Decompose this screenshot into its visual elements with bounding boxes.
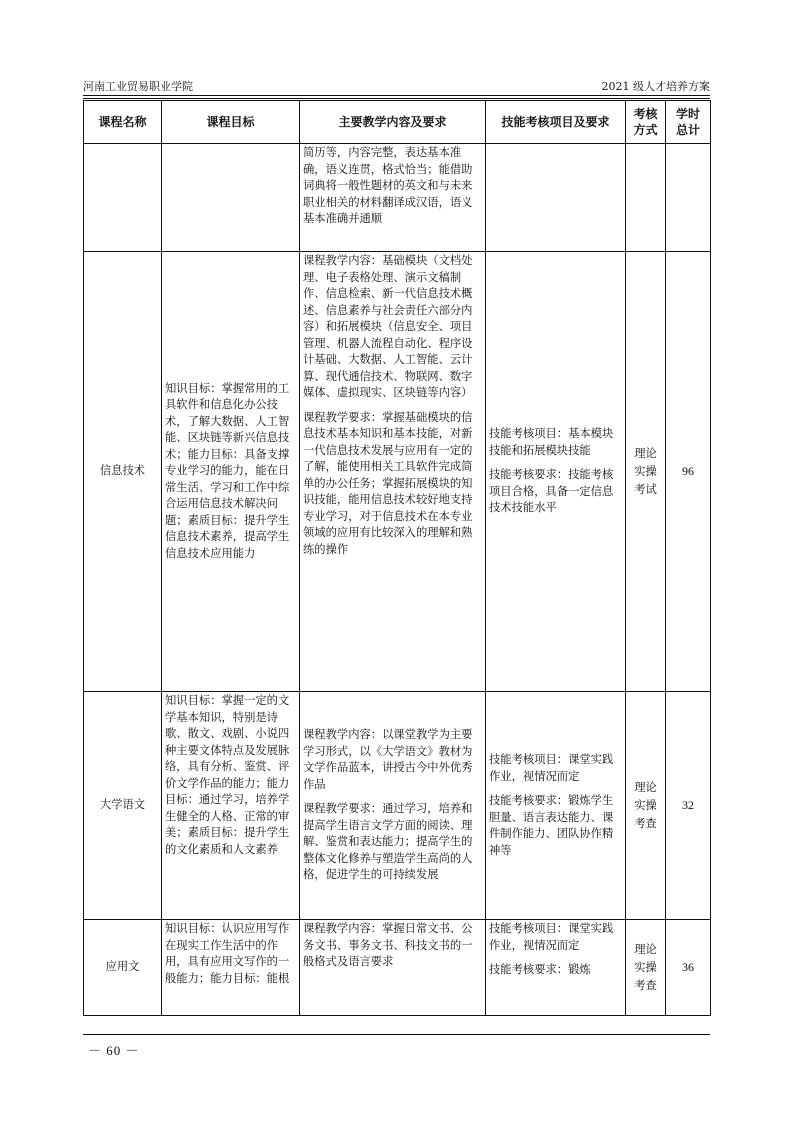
course-content-cell (300, 252, 486, 692)
skill-cell (486, 692, 626, 920)
course-name-cell: 应用文 (84, 920, 162, 1016)
header-plan: 2021 级人才培养方案 (601, 80, 710, 93)
skill-requirement-text: 技能考核要求：技能考核项目合格，具备一定信息技术技能水平 (489, 468, 614, 515)
course-goal-cell: 知识目标：掌握一定的文学基本知识，特别是诗歌、散文、戏剧、小说四种主要文体特点及发展脉络，具有分析、鉴赏、评价文学作品的能力；能力目标：通过学习，培养学生健全的人格、正常的审美；素质目标：提升学生的文化素质和人文素养 (162, 692, 300, 920)
hours-cell (666, 144, 711, 252)
exam-cell (626, 144, 666, 252)
course-table (83, 100, 711, 1016)
exam-cell: 理论 实操 考试 (626, 252, 666, 692)
course-content-cell: 课程教学内容：掌握日常文书、公务文书、事务文书、科技文书的一般格式及语言要求 (300, 920, 486, 1016)
requirement-text: 课程教学要求：掌握基础模块的信息技术基本知识和基本技能，对新一代信息技术发展与应用有一定的了解，能使用相关工具软件完成简单的办公任务；掌握拓展模块的知识技能，能用信息技术较好地支持专业学习，对于信息技术在本专业领域的应用有比较深入的理解和熟练的操作 (303, 410, 473, 556)
header-rule-thick (83, 95, 710, 96)
course-content-cell: 简历等，内容完整，表达基本准确，语义连贯，格式恰当；能借助词典将一般性题材的英文和与未来职业相关的材料翻译成汉语，语义基本准确并通顺 (300, 144, 486, 252)
course-name-cell: 信息技术 (84, 252, 162, 692)
table-row (84, 252, 711, 692)
skill-item-text: 技能考核项目：基本模块技能和拓展模块技能 (489, 427, 614, 457)
header-school: 河南工业贸易职业学院 (83, 80, 193, 93)
skill-item-text: 技能考核项目：课堂实践作业，视情况而定 (489, 753, 614, 783)
table-row (84, 144, 711, 252)
page-header (83, 78, 710, 94)
course-name-cell: 大学语文 (84, 692, 162, 920)
course-name-cell (84, 144, 162, 252)
skill-cell (486, 920, 626, 1016)
col-header-hours: 学时 总计 (666, 101, 711, 144)
header-rule-thin (83, 98, 710, 99)
footer-rule (83, 1034, 710, 1035)
col-header-goal: 课程目标 (162, 101, 300, 144)
exam-cell: 理论 实操 考查 (626, 920, 666, 1016)
hours-cell: 32 (666, 692, 711, 920)
table-row (84, 920, 711, 1016)
skill-item-text: 技能考核项目：课堂实践作业，视情况而定 (489, 922, 614, 952)
course-content-cell (300, 692, 486, 920)
skill-cell (486, 144, 626, 252)
course-goal-cell: 知识目标：掌握常用的工具软件和信息化办公技术，了解大数据、人工智能、区块链等新兴信息技术；能力目标：具备支撑专业学习的能力，能在日常生活、学习和工作中综合运用信息技术解决问题；素质目标：提升学生信息技术素养，提高学生信息技术应用能力 (162, 252, 300, 692)
col-header-skill: 技能考核项目及要求 (486, 101, 626, 144)
hours-cell: 96 (666, 252, 711, 692)
col-header-content: 主要教学内容及要求 (300, 101, 486, 144)
skill-requirement-text: 技能考核要求：锻炼学生胆量、语言表达能力、课件制作能力、团队协作精神等 (489, 794, 614, 857)
course-goal-cell (162, 144, 300, 252)
course-goal-cell: 知识目标：认识应用写作在现实工作生活中的作用，具有应用文写作的一般能力；能力目标：能根 (162, 920, 300, 1016)
requirement-text: 课程教学要求：通过学习，培养和提高学生语言文学方面的阅读、理解、鉴赏和表达能力；提高学生的整体文化修养与塑造学生高尚的人格，促进学生的可持续发展 (303, 802, 473, 882)
table-row (84, 692, 711, 920)
page-number: － 60 － (88, 1043, 140, 1058)
col-header-course-name: 课程名称 (84, 101, 162, 144)
hours-cell: 36 (666, 920, 711, 1016)
table-header-row (84, 101, 711, 144)
exam-cell: 理论 实操 考查 (626, 692, 666, 920)
skill-requirement-text: 技能考核要求：锻炼 (489, 963, 591, 976)
content-text: 课程教学内容：基础模块（文档处理、电子表格处理、演示文稿制作、信息检索、新一代信息技术概述、信息素养与社会责任六部分内容）和拓展模块（信息安全、项目管理、机器人流程自动化、程序设计基础、大数据、人工智能、云计算、现代通信技术、物联网、数字媒体、虚拟现实、区块链等内容） (303, 254, 473, 399)
skill-cell (486, 252, 626, 692)
col-header-exam: 考核 方式 (626, 101, 666, 144)
content-text: 课程教学内容：以课堂教学为主要学习形式，以《大学语文》教材为文学作品蓝本，讲授古今中外优秀作品 (303, 728, 473, 791)
